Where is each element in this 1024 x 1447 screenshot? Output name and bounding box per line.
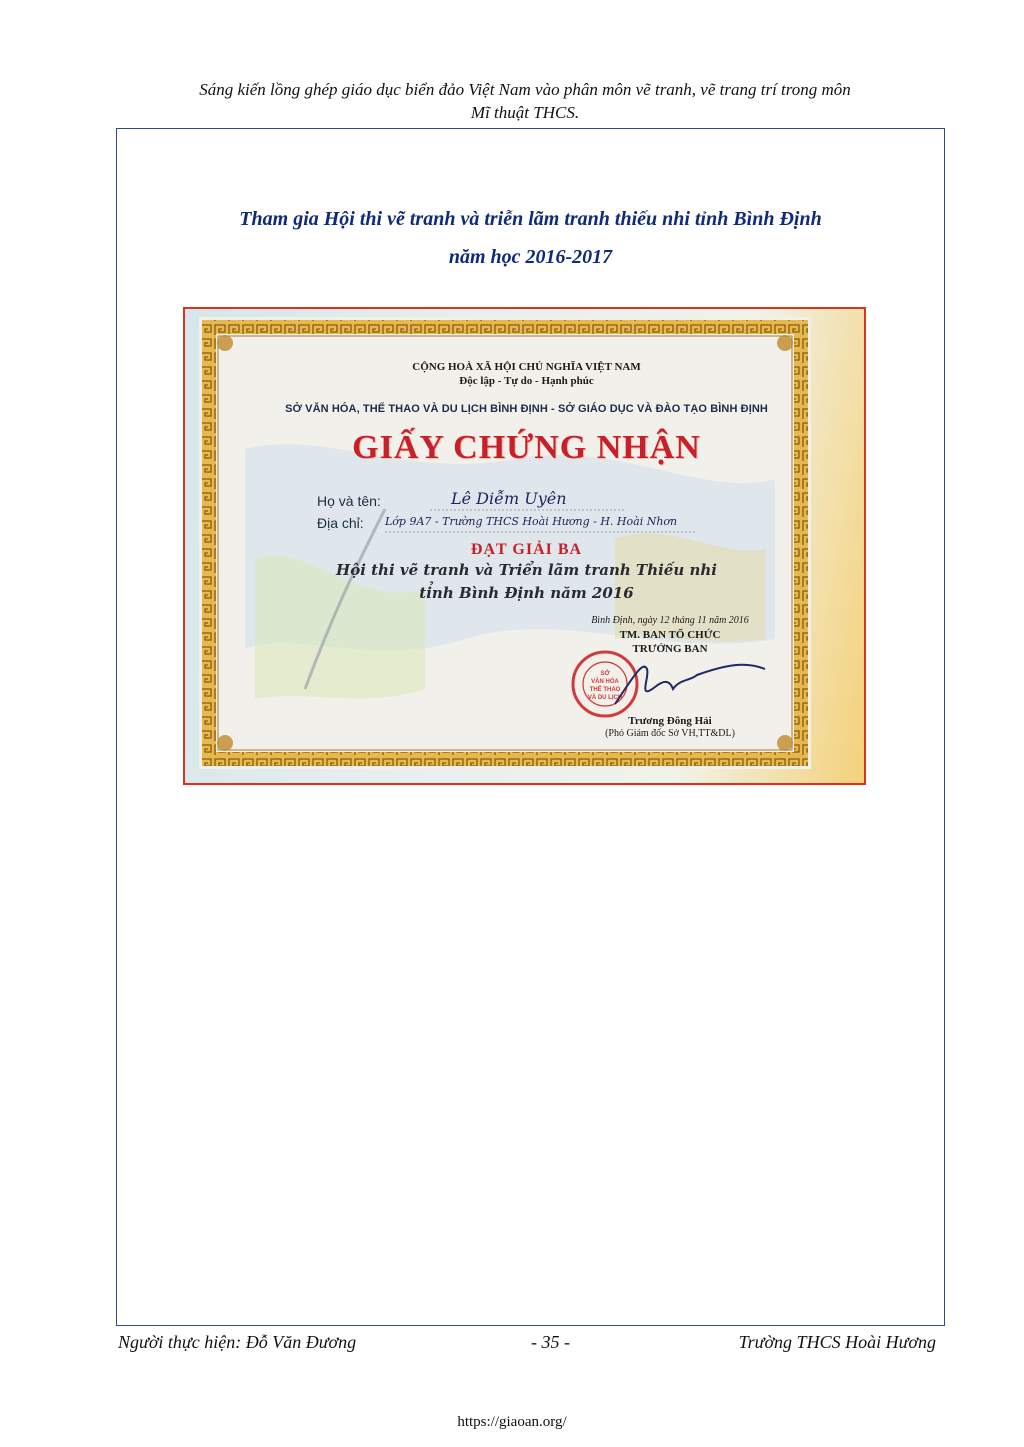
award-text: ĐẠT GIẢI BA: [470, 541, 583, 558]
header-line-1: Sáng kiến lồng ghép giáo dục biển đảo Việt Nam vào phân môn vẽ tranh, vẽ trang trí trong môn: [199, 80, 851, 99]
certificate-issuers: SỞ VĂN HÓA, THỂ THAO VÀ DU LỊCH BÌNH ĐỊNH - SỞ GIÁO DỤC VÀ ĐÀO TẠO BÌNH ĐỊNH: [285, 403, 768, 415]
name-value: Lê Diễm Uyên: [451, 489, 567, 508]
certificate-title: GIẤY CHỨNG NHẬN: [352, 429, 701, 466]
signer-title: (Phó Giám đốc Sở VH,TT&DL): [605, 728, 735, 739]
caption-line-1: Tham gia Hội thi vẽ tranh và triễn lãm tranh thiếu nhi tỉnh Bình Định: [239, 208, 822, 230]
footer-school: Trường THCS Hoài Hương: [738, 1332, 936, 1352]
document-header: [100, 78, 950, 124]
certificate-nation: CỘNG HOÀ XÃ HỘI CHỦ NGHĨA VIỆT NAM: [412, 361, 641, 373]
corner-ornament: [217, 335, 233, 351]
organizer-line-1: TM. BAN TỔ CHỨC: [619, 629, 721, 641]
corner-ornament: [217, 735, 233, 751]
name-label: Họ và tên:: [317, 493, 381, 509]
signer-name: Trương Đông Hải: [628, 715, 712, 727]
footer-page-number: - 35 -: [531, 1332, 570, 1352]
organizer-line-2: TRƯỞNG BAN: [632, 643, 708, 655]
certificate-photo: [183, 307, 866, 785]
certificate-motto: Độc lập - Tự do - Hạnh phúc: [459, 375, 594, 387]
source-url[interactable]: https://giaoan.org/: [457, 1414, 567, 1430]
corner-ornament: [777, 335, 793, 351]
address-value: Lớp 9A7 - Trường THCS Hoài Hương - H. Hoài Nhơn: [385, 515, 678, 528]
svg-text:VÀ DU LỊCH: VÀ DU LỊCH: [587, 695, 623, 701]
certificate-date: Bình Định, ngày 12 tháng 11 năm 2016: [591, 615, 749, 626]
address-label: Địa chỉ:: [317, 515, 364, 531]
event-line-1: Hội thi vẽ tranh và Triển lãm tranh Thiếu nhi: [336, 561, 717, 579]
footer-author: Người thực hiện: Đỗ Văn Đương: [118, 1332, 357, 1352]
event-line-2: tỉnh Bình Định năm 2016: [419, 584, 634, 602]
svg-text:SỞ: SỞ: [600, 671, 610, 677]
header-line-2: Mĩ thuật THCS.: [470, 103, 580, 122]
caption-line-2: năm học 2016-2017: [448, 246, 613, 268]
svg-text:VĂN HÓA: VĂN HÓA: [591, 679, 619, 685]
svg-text:THỂ THAO: THỂ THAO: [589, 687, 621, 693]
